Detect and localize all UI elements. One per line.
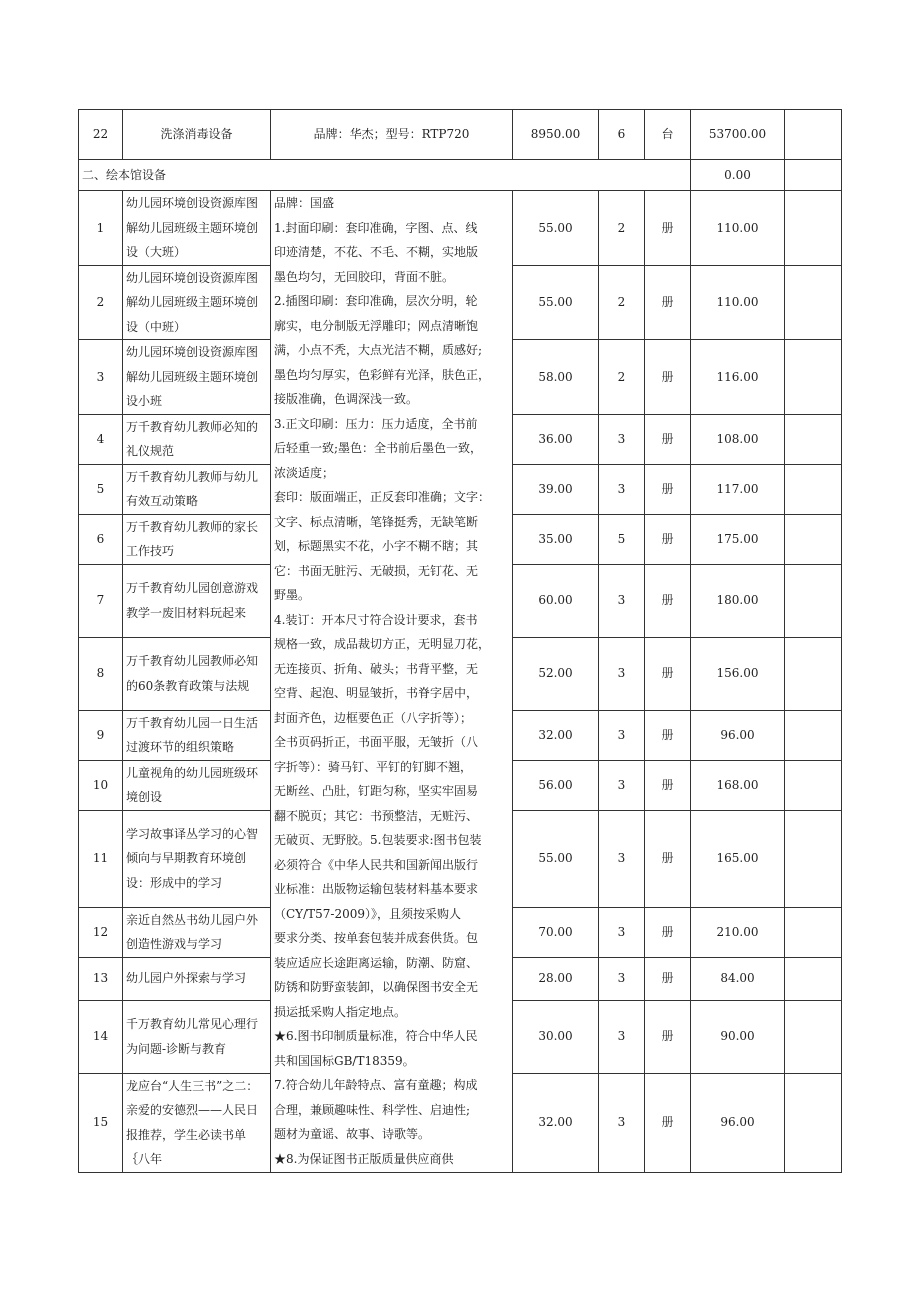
row-number: 11 [79,810,123,907]
remarks-cell [785,1000,842,1073]
row-number: 1 [79,191,123,266]
spec-line: 它：书面无脏污、无破损，无钉花、无 [274,563,479,578]
unit-price: 30.00 [513,1000,599,1073]
unit: 册 [645,564,691,637]
remarks-cell [785,464,842,514]
remarks-cell [785,1073,842,1172]
quantity: 2 [599,191,645,266]
quantity: 3 [599,464,645,514]
table-row [79,191,842,266]
unit: 册 [645,760,691,810]
spec-line: 满，小点不秃，大点光洁不糊，质感好; [274,343,483,358]
row-number: 14 [79,1000,123,1073]
line-total: 165.00 [691,810,785,907]
unit-price: 56.00 [513,760,599,810]
item-name: 学习故事译丛学习的心智倾向与早期教育环境创设：形成中的学习 [123,810,271,907]
unit-price: 35.00 [513,514,599,564]
quantity: 3 [599,1000,645,1073]
spec-line: 无破页、无野胶。5.包装要求:图书包装 [274,833,482,848]
item-name: 幼儿园环境创设资源库图解幼儿园班级主题环境创设小班 [123,340,271,415]
quantity: 3 [599,637,645,710]
spec-line: 品牌：国盛 [274,196,335,211]
row-number: 7 [79,564,123,637]
line-total: 84.00 [691,957,785,1000]
item-name: 万千教育幼儿教师与幼儿有效互动策略 [123,464,271,514]
remarks-cell [785,810,842,907]
line-total: 168.00 [691,760,785,810]
quantity: 2 [599,265,645,340]
quantity: 3 [599,907,645,957]
unit-price: 32.00 [513,1073,599,1172]
spec-line: 要求分类、按单套包装并成套供货。包 [274,931,479,946]
spec-line: 后轻重一致;墨色：全书前后墨色一致， [274,441,483,456]
spec-line: 接版准确，色调深浅一致。 [274,392,419,407]
row-number: 9 [79,710,123,760]
spec-line: 字折等）：骑马钉、平钉的钉脚不翘， [274,759,473,774]
remarks-cell [785,710,842,760]
unit: 册 [645,907,691,957]
item-name: 龙应台“人生三书”之二：亲爱的安德烈——人民日报推荐，学生必读书单｛八年 [123,1073,271,1172]
quantity: 3 [599,760,645,810]
line-total: 180.00 [691,564,785,637]
unit-price: 32.00 [513,710,599,760]
remarks-cell [785,160,842,191]
unit-price: 55.00 [513,810,599,907]
item-name: 幼儿园环境创设资源库图解幼儿园班级主题环境创设（大班） [123,191,271,266]
row-number: 3 [79,340,123,415]
quantity: 3 [599,957,645,1000]
item-name: 幼儿园户外探索与学习 [123,957,271,1000]
section-total: 0.00 [691,160,785,191]
line-total: 175.00 [691,514,785,564]
spec-line: 全书页码折正，书面平服，无皱折（八 [274,735,479,750]
spec-line: 防锈和防野蛮装卸，以确保图书安全无 [274,980,479,995]
row-number: 13 [79,957,123,1000]
unit: 册 [645,637,691,710]
remarks-cell [785,637,842,710]
remarks-cell [785,191,842,266]
quantity: 3 [599,810,645,907]
spec-line: 文字、标点清晰，笔锋挺秀，无缺笔断 [274,514,479,529]
spec-line: 墨色均匀厚实，色彩鲜有光泽，肤色正， [274,367,491,382]
quantity: 6 [599,110,645,160]
unit: 册 [645,464,691,514]
row-number: 12 [79,907,123,957]
unit-price: 52.00 [513,637,599,710]
remarks-cell [785,110,842,160]
spec-line: 4.装订：开本尺寸符合设计要求，套书 [274,612,478,627]
spec-line: 共和国国标GB/T18359。 [274,1053,415,1068]
remarks-cell [785,760,842,810]
spec-line: 合理，兼顾趣味性、科学性、启迪性; [274,1102,471,1117]
spec-line: 规格一致，成品裁切方正，无明显刀花， [274,637,491,652]
spec-line: ★6.图书印制质量标准，符合中华人民 [274,1029,478,1044]
row-number: 10 [79,760,123,810]
line-total: 117.00 [691,464,785,514]
line-total: 110.00 [691,265,785,340]
spec-line: 7.符合幼儿年龄特点、富有童趣；构成 [274,1078,478,1093]
unit-price: 60.00 [513,564,599,637]
spec-line: 无断丝、凸肚，钉距匀称，坚实牢固易 [274,784,479,799]
item-spec: 品牌：华杰；型号：RTP720 [271,110,513,160]
spec-line: 印迹清楚，不花、不毛、不糊，实地版 [274,245,479,260]
line-total: 108.00 [691,414,785,464]
remarks-cell [785,957,842,1000]
unit: 册 [645,265,691,340]
unit-price: 28.00 [513,957,599,1000]
item-name: 万千教育幼儿园创意游戏教学一废旧材料玩起来 [123,564,271,637]
line-total: 96.00 [691,710,785,760]
row-number: 8 [79,637,123,710]
spec-line: 2.插图印刷：套印准确，层次分明，轮 [274,294,478,309]
unit-price: 55.00 [513,265,599,340]
unit: 册 [645,1073,691,1172]
spec-line: 划，标题黑实不花，小字不糊不瞎；其 [274,539,479,554]
spec-line: 必须符合《中华人民共和国新闻出版行 [274,857,479,872]
line-total: 110.00 [691,191,785,266]
row-number: 22 [79,110,123,160]
item-name: 万千教育幼儿教师的家长工作技巧 [123,514,271,564]
unit-price: 8950.00 [513,110,599,160]
unit-price: 55.00 [513,191,599,266]
spec-line: 1.封面印刷：套印准确，字图、点、线 [274,220,478,235]
row-number: 15 [79,1073,123,1172]
item-name: 千万教育幼儿常见心理行为问题-诊断与教育 [123,1000,271,1073]
unit: 册 [645,710,691,760]
remarks-cell [785,514,842,564]
unit-price: 58.00 [513,340,599,415]
unit: 册 [645,514,691,564]
spec-line: （CY/T57-2009）》，且须按采购人 [274,906,462,921]
item-name: 万千教育幼儿园教师必知的60条教育政策与法规 [123,637,271,710]
section-title: 二、绘本馆设备 [79,160,691,191]
unit-price: 39.00 [513,464,599,514]
line-total: 156.00 [691,637,785,710]
unit: 册 [645,414,691,464]
item-name: 亲近自然丛书幼儿园户外创造性游戏与学习 [123,907,271,957]
spec-line: 套印：版面端正，正反套印准确；文字： [274,490,491,505]
row-number: 4 [79,414,123,464]
item-spec [271,191,513,1173]
unit-price: 36.00 [513,414,599,464]
item-name: 万千教育幼儿园一日生活过渡环节的组织策略 [123,710,271,760]
section-row [79,160,842,191]
spec-line: 封面齐色，边框要色正（八字折等）； [274,710,473,725]
spec-line: 业标准：出版物运输包装材料基本要求 [274,882,479,897]
remarks-cell [785,907,842,957]
quantity: 2 [599,340,645,415]
table-row-22 [79,110,842,160]
item-name: 儿童视角的幼儿园班级环境创设 [123,760,271,810]
unit: 台 [645,110,691,160]
quantity: 3 [599,564,645,637]
spec-line: 空背、起泡、明显皱折，书脊字居中， [274,686,479,701]
remarks-cell [785,265,842,340]
row-number: 6 [79,514,123,564]
quantity: 3 [599,710,645,760]
row-number: 2 [79,265,123,340]
spec-line: 3.正文印刷：压力：压力适度，全书前 [274,416,478,431]
spec-line: 无连接页、折角、破头；书背平整，无 [274,661,479,676]
line-total: 96.00 [691,1073,785,1172]
spec-line: 野墨。 [274,588,311,603]
unit: 册 [645,340,691,415]
spec-line: 浓淡适度； [274,465,335,480]
remarks-cell [785,564,842,637]
unit: 册 [645,1000,691,1073]
row-number: 5 [79,464,123,514]
item-name: 万千教育幼儿教师必知的礼仪规范 [123,414,271,464]
spec-line: 墨色均匀，无回胶印，背面不脏。 [274,269,455,284]
unit-price: 70.00 [513,907,599,957]
spec-line: 损运抵采购人指定地点。 [274,1004,407,1019]
spec-line: ★8.为保证图书正版质量供应商供 [274,1151,454,1166]
item-name: 幼儿园环境创设资源库图解幼儿园班级主题环境创设（中班） [123,265,271,340]
equipment-table [78,109,842,1173]
line-total: 210.00 [691,907,785,957]
spec-line: 题材为童谣、故事、诗歌等。 [274,1127,431,1142]
quantity: 3 [599,414,645,464]
spec-line: 廓实，电分制版无浮雕印；网点清晰饱 [274,318,479,333]
line-total: 90.00 [691,1000,785,1073]
remarks-cell [785,414,842,464]
quantity: 3 [599,1073,645,1172]
unit: 册 [645,810,691,907]
line-total: 53700.00 [691,110,785,160]
spec-line: 翻不脱页；其它：书预整洁，无赃污、 [274,808,479,823]
spec-line: 装应适应长途距离运输，防潮、防窟、 [274,955,479,970]
quantity: 5 [599,514,645,564]
remarks-cell [785,340,842,415]
item-name: 洗涤消毒设备 [123,110,271,160]
unit: 册 [645,191,691,266]
unit: 册 [645,957,691,1000]
line-total: 116.00 [691,340,785,415]
